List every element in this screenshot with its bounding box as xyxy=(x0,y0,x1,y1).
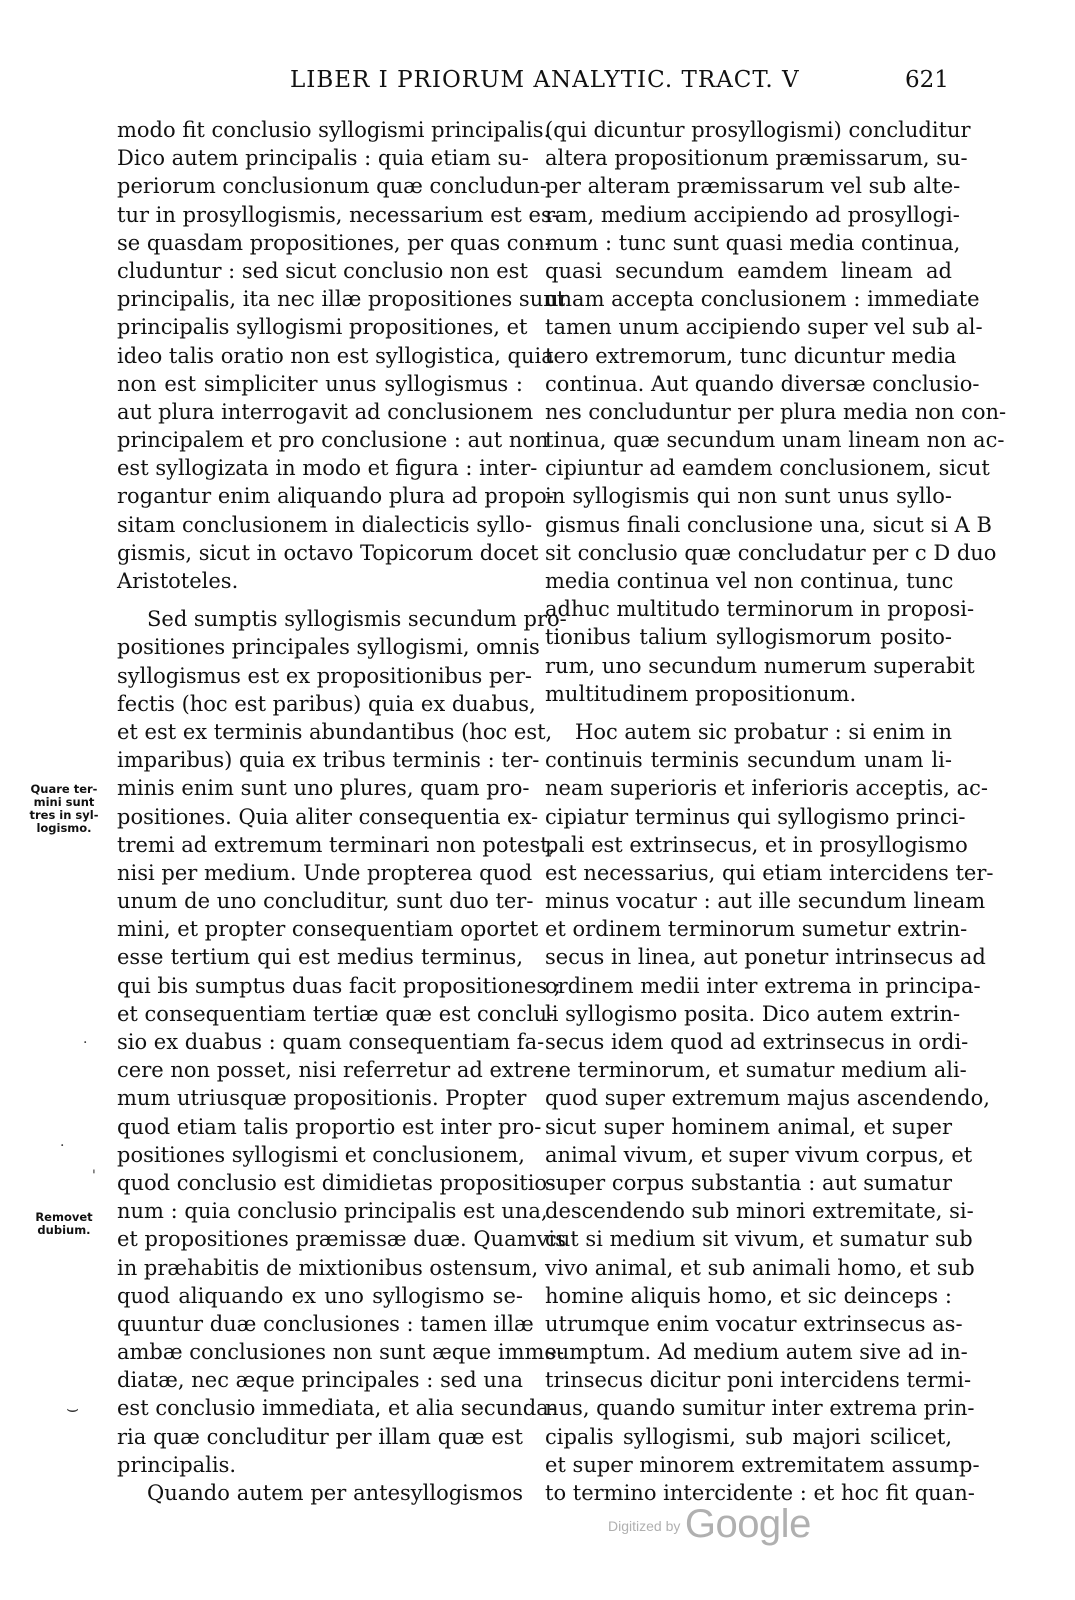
text-line: est necessarius, qui etiam intercidens ter- xyxy=(545,860,994,885)
text-line: rum, uno secundum numerum superabit xyxy=(545,653,975,678)
text-line: super corpus substantia : aut sumatur xyxy=(545,1170,952,1195)
text-line: (qui dicuntur prosyllogismi) concluditur xyxy=(545,118,971,142)
text-line: in syllogismis qui non sunt unus syllo- xyxy=(545,484,952,509)
text-line: utrumque enim vocatur extrinsecus as- xyxy=(545,1311,963,1336)
text-line: sit conclusio quæ concludatur per c D duo xyxy=(545,540,997,565)
page-number: 621 xyxy=(905,67,949,93)
text-line: per alteram præmissarum vel sub alte- xyxy=(545,174,961,199)
text-line: quod etiam talis proportio est inter pro- xyxy=(117,1114,542,1139)
google-logo-text: Google xyxy=(684,1502,811,1546)
margin-note-line: dubium. xyxy=(37,1223,91,1237)
text-line: cipiuntur ad eamdem conclusionem, sicut xyxy=(545,456,990,481)
text-line: secus in linea, aut ponetur intrinsecus ad xyxy=(545,945,986,970)
margin-note-line: Quare ter- xyxy=(30,782,98,796)
text-line: sitam conclusionem in dialecticis syllo- xyxy=(117,512,533,537)
text-line: Dico autem principalis : quia etiam su- xyxy=(117,146,529,171)
text-line: positiones. Quia aliter consequentia ex- xyxy=(117,804,539,829)
margin-note-line: Removet xyxy=(35,1210,93,1224)
text-line: adhuc multitudo terminorum in proposi- xyxy=(545,597,975,622)
text-line: periorum conclusionum quæ concludun- xyxy=(117,174,548,199)
text-line: minus vocatur : aut ille secundum lineam xyxy=(545,889,986,914)
paragraph-gap xyxy=(117,595,523,605)
text-line: et est ex terminis abundantibus (hoc est, xyxy=(117,719,553,744)
text-line: mum : tunc sunt quasi media continua, xyxy=(545,230,961,255)
text-line: et ordinem terminorum sumetur extrin- xyxy=(545,917,968,942)
stray-mark: ' xyxy=(92,1168,96,1184)
text-line: est syllogizata in modo et figura : inter- xyxy=(117,456,538,481)
text-line: nes concluduntur per plura media non con- xyxy=(545,399,1007,424)
text-line: altera propositionum præmissarum, su- xyxy=(545,146,968,171)
text-line: sicut super hominem animal, et super xyxy=(545,1114,952,1139)
text-line: principalem et pro conclusione : aut non xyxy=(117,428,549,453)
text-line: Sed sumptis syllogismis secundum pro- xyxy=(147,607,567,632)
text-line: non est simpliciter unus syllogismus : xyxy=(117,371,523,396)
text-line: tremi ad extremum terminari non potest, xyxy=(117,832,556,857)
text-line: continuis terminis secundum unam li- xyxy=(545,748,952,773)
text-line: quod conclusio est dimidietas propositio- xyxy=(117,1170,555,1195)
text-line: se quasdam propositiones, per quas con- xyxy=(117,230,552,255)
text-line: pali est extrinsecus, et in prosyllogismo xyxy=(545,832,968,857)
text-line: imparibus) quia ex tribus terminis : ter- xyxy=(117,748,540,773)
text-line: cipalis syllogismi, sub majori scilicet, xyxy=(545,1424,952,1449)
text-line: cut si medium sit vivum, et sumatur sub xyxy=(545,1227,973,1252)
text-line: positiones syllogismi et conclusionem, xyxy=(117,1142,525,1167)
text-line: Hoc autem sic probatur : si enim in xyxy=(575,719,953,744)
text-line: quasi secundum eamdem lineam ad xyxy=(545,258,952,283)
text-line: minis enim sunt uno plures, quam pro- xyxy=(117,776,530,801)
text-line: sumptum. Ad medium autem sive ad in- xyxy=(545,1340,968,1365)
text-line: modo fit conclusio syllogismi principalis. xyxy=(117,118,551,142)
text-line: ram, medium accipiendo ad prosyllogi- xyxy=(545,202,960,227)
left-text-column xyxy=(117,116,567,1507)
text-line: in præhabitis de mixtionibus ostensum, xyxy=(117,1255,539,1280)
text-line: unam accepta conclusionem : immediate xyxy=(545,287,980,312)
text-line: principalis. xyxy=(117,1452,237,1477)
text-line: li syllogismo posita. Dico autem extrin- xyxy=(545,1001,961,1026)
text-line: ne terminorum, et sumatur medium ali- xyxy=(545,1058,967,1083)
text-line: animal vivum, et super vivum corpus, et xyxy=(545,1142,973,1167)
digitized-label: Digitized by xyxy=(608,1518,681,1534)
text-line: ria quæ concluditur per illam quæ est xyxy=(117,1424,523,1449)
text-line: et propositiones præmissæ duæ. Quamvis xyxy=(117,1227,566,1252)
text-line: secus idem quod ad extrinsecus in ordi- xyxy=(545,1030,969,1054)
text-line: nisi per medium. Unde propterea quod xyxy=(117,860,533,885)
text-line: syllogismus est ex propositionibus per- xyxy=(117,663,532,688)
margin-note-doubt xyxy=(22,1211,106,1237)
text-line: et consequentiam tertiæ quæ est conclu- xyxy=(117,1001,555,1026)
text-line: tamen unum accipiendo super vel sub al- xyxy=(545,315,983,340)
text-line: ideo talis oratio non est syllogistica, quia xyxy=(117,343,554,368)
text-line: aut plura interrogavit ad conclusionem xyxy=(117,399,534,424)
pen-mark: ⌣ xyxy=(66,1396,80,1420)
text-line: vivo animal, et sub animali homo, et sub xyxy=(545,1255,975,1280)
text-line: gismis, sicut in octavo Topicorum docet xyxy=(117,540,539,565)
running-header: LIBER I PRIORUM ANALYTIC. TRACT. V xyxy=(290,67,800,93)
text-line: continua. Aut quando diversæ conclusio- xyxy=(545,371,980,396)
text-line: ambæ conclusiones non sunt æque imme- xyxy=(117,1340,564,1365)
text-line: fectis (hoc est paribus) quia ex duabus, xyxy=(117,691,536,716)
text-line: quod super extremum majus ascendendo, xyxy=(545,1086,990,1111)
margin-note-terms xyxy=(22,783,106,835)
text-line: cere non posset, nisi referretur ad extre- xyxy=(117,1058,552,1083)
text-line: quod aliquando ex uno syllogismo se- xyxy=(117,1283,523,1308)
text-line: tinua, quæ secundum unam lineam non ac- xyxy=(545,428,1005,453)
paragraph-gap xyxy=(545,708,952,718)
text-line: cluduntur : sed sicut conclusio non est xyxy=(117,258,528,283)
stray-mark: · xyxy=(83,1035,88,1051)
text-line: descendendo sub minori extremitate, si- xyxy=(545,1199,974,1224)
text-line: Aristoteles. xyxy=(117,569,239,593)
text-line: rogantur enim aliquando plura ad propo- xyxy=(117,484,554,509)
text-line: to termino intercidente : et hoc fit quan- xyxy=(545,1481,975,1505)
text-line: media continua vel non continua, tunc xyxy=(545,569,954,593)
text-line: gismus finali conclusione una, sicut si A B xyxy=(545,512,992,537)
text-line: cipiatur terminus qui syllogismo princi- xyxy=(545,804,966,829)
text-line: sio ex duabus : quam consequentiam fa- xyxy=(117,1030,545,1054)
text-line: principalis syllogismi propositiones, et xyxy=(117,315,528,340)
text-line: est conclusio immediata, et alia secunda- xyxy=(117,1396,556,1421)
text-line: mini, et propter consequentiam oportet xyxy=(117,917,539,942)
text-line: trinsecus dicitur poni intercidens termi- xyxy=(545,1368,972,1393)
digitization-watermark xyxy=(608,1502,811,1547)
stray-mark: · xyxy=(60,1138,65,1154)
text-line: principalis, ita nec illæ propositiones sunt xyxy=(117,287,566,312)
text-line: tero extremorum, tunc dicuntur media xyxy=(545,343,957,368)
text-line: diatæ, nec æque principales : sed una xyxy=(117,1368,523,1393)
text-line: qui bis sumptus duas facit propositiones ; xyxy=(117,973,561,998)
text-line: tionibus talium syllogismorum posito- xyxy=(545,625,952,650)
text-line: quuntur duæ conclusiones : tamen illæ xyxy=(117,1311,534,1336)
text-line: mum utriusquæ propositionis. Propter xyxy=(117,1086,527,1111)
text-line: homine aliquis homo, et sic deinceps : xyxy=(545,1283,952,1308)
text-line: esse tertium qui est medius terminus, xyxy=(117,945,523,970)
text-line: ordinem medii inter extrema in principa- xyxy=(545,973,981,998)
text-line: neam superioris et inferioris acceptis, ac- xyxy=(545,776,988,801)
text-line: multitudinem propositionum. xyxy=(545,681,857,706)
text-line: nus, quando sumitur inter extrema prin- xyxy=(545,1396,975,1421)
text-line: et super minorem extremitatem assump- xyxy=(545,1452,980,1477)
margin-note-line: logismo. xyxy=(36,821,92,835)
text-line: unum de uno concluditur, sunt duo ter- xyxy=(117,889,534,914)
text-line: positiones principales syllogismi, omnis xyxy=(117,635,540,660)
text-line: Quando autem per antesyllogismos xyxy=(147,1481,523,1505)
margin-note-line: mini sunt xyxy=(33,795,95,809)
margin-note-line: tres in syl- xyxy=(29,808,99,822)
text-line: tur in prosyllogismis, necessarium est es- xyxy=(117,202,559,227)
text-line: num : quia conclusio principalis est una, xyxy=(117,1199,548,1224)
right-text-column xyxy=(545,116,1007,1507)
